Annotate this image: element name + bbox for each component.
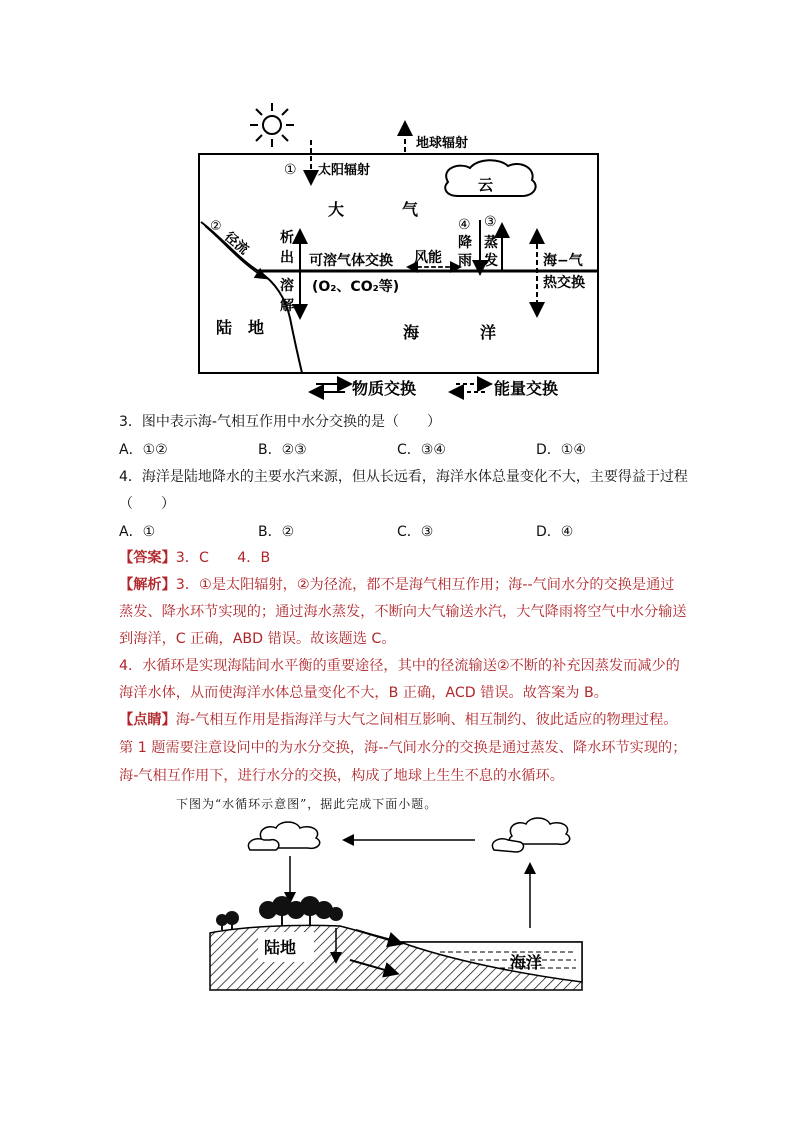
label-evap-1: 蒸 (484, 235, 498, 251)
q4-option-c: C．③ (397, 524, 434, 540)
answer-line (119, 545, 270, 572)
label-land: 陆 地 (216, 318, 265, 337)
label-atmos-1: 大 (328, 200, 345, 219)
label-c1: ① (284, 162, 297, 178)
analysis-line-2: 蒸发、降水环节实现的；通过海水蒸发，不断向大气输送水汽，大气降雨将空气中水分输送 (119, 604, 687, 620)
q3-option-c: C．③④ (397, 442, 446, 458)
legend-energy: 能量交换 (494, 379, 559, 398)
label-rain-1: 降 (458, 235, 472, 251)
label-earth-radiation: 地球辐射 (416, 136, 469, 151)
label-evap-2: 发 (484, 253, 498, 269)
comment-text-1: 海-气相互作用是指海洋与大气之间相互影响、相互制约、彼此适应的物理过程。 (175, 712, 678, 728)
cloud-left-icon (248, 822, 319, 850)
diagram-frame (199, 154, 598, 373)
analysis-line-3: 到海洋，C 正确，ABD 错误。故该题选 C。 (119, 631, 396, 647)
label-sea-1: 海 (403, 323, 420, 342)
legend (316, 379, 558, 398)
q4-option-d: D．④ (536, 524, 574, 540)
label-c4: ④ (458, 217, 471, 233)
cloud-right-icon (492, 818, 569, 852)
analysis-line-4: 4．水循环是实现海陆间水平衡的重要途径，其中的径流输送②不断的补充因蒸发而减少的 (119, 658, 680, 674)
analysis-line-5: 海洋水体，从而使海洋水体总量变化不大，B 正确，ACD 错误。故答案为 B。 (119, 685, 608, 701)
label-soluble-gas: 可溶气体交换 (309, 253, 393, 269)
question-4-stem: 4．海洋是陆地降水的主要水汽来源，但从长远看，海洋水体总量变化不大，主要得益于过程 (119, 469, 688, 485)
label-atmos-2: 气 (402, 200, 419, 219)
label-runoff: 径流 (221, 229, 251, 258)
label-sea-2-fig: 海洋 (510, 953, 543, 972)
label-xichu-2: 出 (280, 250, 294, 266)
label-wind-energy: 风能 (414, 250, 442, 266)
label-land-2: 陆地 (264, 938, 297, 957)
analysis-tag: 【解析】 (119, 577, 176, 593)
label-xichu-1: 析 (280, 230, 294, 246)
legend-material: 物质交换 (352, 379, 417, 398)
sea-air-interaction-diagram (0, 0, 794, 410)
label-heat-1: 海−气 (543, 253, 583, 269)
label-c2: ② (210, 219, 222, 234)
q3-option-b: B．②③ (258, 442, 307, 458)
sun-icon (250, 103, 294, 147)
figure2-caption: 下图为“水循环示意图”，据此完成下面小题。 (176, 797, 438, 811)
label-rongjie-1: 溶 (280, 278, 294, 294)
q3-option-a: A．①② (119, 442, 168, 458)
label-rain-2: 雨 (458, 253, 472, 269)
analysis-line-1 (119, 572, 674, 599)
q3-option-d: D．①④ (536, 442, 586, 458)
label-sea-2: 洋 (480, 323, 497, 342)
label-gases: (O₂、CO₂等) (312, 279, 400, 295)
label-rongjie-2: 解 (280, 298, 294, 314)
answer-text: 3．C 4．B (175, 550, 271, 566)
answer-tag: 【答案】 (119, 550, 176, 566)
label-c3: ③ (484, 214, 497, 230)
comment-line-1 (119, 707, 677, 734)
question-4-stem-bracket: （ ） (119, 496, 175, 512)
comment-line-2: 第 1 题需要注意设问中的为水分交换，海--气间水分的交换是通过蒸发、降水环节实现的； (119, 740, 687, 756)
q4-option-a: A．① (119, 524, 156, 540)
label-solar-radiation: 太阳辐射 (318, 163, 371, 178)
label-heat-2: 热交换 (543, 275, 585, 291)
comment-tag: 【点睛】 (119, 712, 176, 728)
question-3-stem: 3．图中表示海-气相互作用中水分交换的是（ ） (119, 414, 441, 430)
label-cloud: 云 (478, 176, 494, 194)
analysis-text-1: 3．①是太阳辐射，②为径流，都不是海气相互作用；海--气间水分的交换是通过 (175, 577, 675, 593)
comment-line-3: 海-气相互作用下，进行水分的交换，构成了地球上生生不息的水循环。 (119, 768, 564, 784)
water-cycle-diagram (0, 810, 794, 1010)
q4-option-b: B．② (258, 524, 295, 540)
